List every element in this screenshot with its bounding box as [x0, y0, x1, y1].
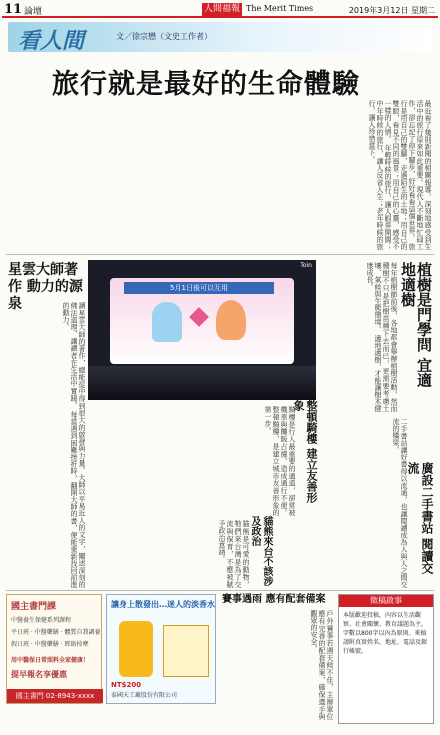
page-number: 11	[4, 2, 23, 17]
panda-body	[90, 520, 250, 588]
notice-title: 徵稿啟事	[339, 595, 433, 607]
fragrance-advertisement	[106, 594, 216, 704]
books-body	[322, 418, 408, 588]
ad-footer: 國主書門 02-8943-xxxx	[7, 689, 103, 703]
column-brand: 看人間	[18, 28, 85, 54]
column-byline: 文／徐宗懋（文史工作者）	[116, 32, 212, 41]
panda-title: 貓熊來台不該涉及政治	[249, 516, 272, 586]
trees-para: 適地適樹，才能讓樹木健康成長。	[366, 262, 382, 412]
issue-date: 2019年3月12日 星期二	[348, 6, 435, 15]
audience-silhouette	[88, 366, 316, 400]
ad-line: 平日班 · 中醫藥膳 · 體質自我調養	[11, 629, 101, 636]
bike-body	[90, 406, 296, 516]
divider	[6, 590, 434, 591]
rain-body	[222, 610, 334, 720]
stars-para: 每當遇到困難挫折時，翻開大師的書，便能重新找回前進的動力。	[62, 302, 78, 588]
rain-para: 戶外賽事若遇天候不佳，主辦單位應有完善的配套備案，確保選手與觀眾的安全。	[310, 610, 334, 720]
stars-para: 讀星雲大師的著作，總能從中得到很大的啟發與力量。大師以平易近人的文字，闡述深刻的佛法道理，讓讀者在生活中實踐。	[70, 302, 86, 588]
divider	[6, 254, 434, 255]
stars-title: 星雲大師著作 動力的源泉	[8, 262, 83, 312]
product-bottle	[119, 621, 153, 677]
bike-para: 騎樓是行人最重要的通道，卻常被機車與攤販占據，造成通行不便。整頓騎樓，是建立城市友善形象的第一步。	[264, 406, 296, 516]
call-for-submissions	[338, 594, 434, 724]
main-para: 最近看了幾則新聞的相關報導，深刻地感受到生活中的旅行原來如此重要。現代人不斷地忙碌工作，卻忘記了停下腳步，好好看看這個世界。	[408, 100, 432, 250]
page-header	[2, 2, 438, 18]
ad-line: 用中醫保日常照料全家健康！	[11, 657, 90, 664]
column-banner	[8, 22, 432, 52]
trees-body	[322, 262, 398, 412]
bike-title: 整頓騎樓 建立友善形象	[292, 400, 318, 503]
panda-para: 貓熊是可愛的動物，牠們來台灣是為了交流與保育，不應被賦予政治意涵。	[218, 520, 250, 588]
notice-body: 本版歡迎投稿，內容以生活觀察、社會關懷、教育議題為主，字數以800字以內為原則。來稿請附真實姓名、地址、電話及銀行帳號。	[343, 612, 428, 655]
robot-mascot	[152, 302, 182, 342]
section-name: 論壇	[24, 7, 43, 17]
paper-logo: 人間福報	[203, 4, 240, 14]
photo-banner-text: 5月1日後可以互用	[124, 282, 274, 294]
main-para: 旅行是用自己的雙腳，走過陌生的土地；用自己的雙眼，看見不同的風景；用自己的心靈，感受不一樣的人情。	[384, 100, 416, 250]
product-box	[163, 625, 209, 677]
ad-line: 中醫養生保健系列課程	[11, 617, 72, 624]
books-title: 廣設二手書站 閱讀交流	[406, 462, 434, 575]
rain-title: 賽事遇雨 應有配套備案	[222, 594, 326, 605]
main-headline: 旅行就是最好的生命體驗	[52, 69, 360, 100]
course-advertisement	[6, 594, 102, 704]
trees-para: 每年植樹節前後，各地都會舉辦植樹活動，然而種樹不只是把樹苗種下去而已，更需要考慮土壤、氣候與生態環境。	[374, 262, 398, 412]
stars-body	[8, 302, 86, 588]
paper-name-en: The Merit Times	[246, 4, 314, 13]
girl-mascot	[216, 300, 246, 340]
photo-credit: Toin	[300, 262, 312, 269]
main-article-body	[8, 100, 432, 250]
ad-price: NT$200	[111, 681, 142, 689]
main-para: 年輕時候的旅行，讓人眼界開闊；中年時候的旅行，讓人反省人生；老年時候的旅行，讓人珍惜當下。	[368, 100, 392, 250]
ad-line: 假日班 · 中醫藥膳 · 經絡按摩	[11, 641, 89, 648]
ad-title: 國主書門課	[11, 602, 57, 612]
ad-line: 提早報名享優惠	[11, 670, 67, 679]
trees-title: 植樹是門學問 宜適地適樹	[399, 262, 433, 388]
ad-company: 泰國天工廠股份有限公司	[111, 692, 178, 699]
event-photo	[88, 260, 316, 400]
books-para: 二手書站讓好書得以流通，也讓閱讀成為人與人之間交流的橋梁。	[392, 418, 408, 588]
ad-title: 讓身上散發出…迷人的淡香水	[111, 600, 215, 609]
